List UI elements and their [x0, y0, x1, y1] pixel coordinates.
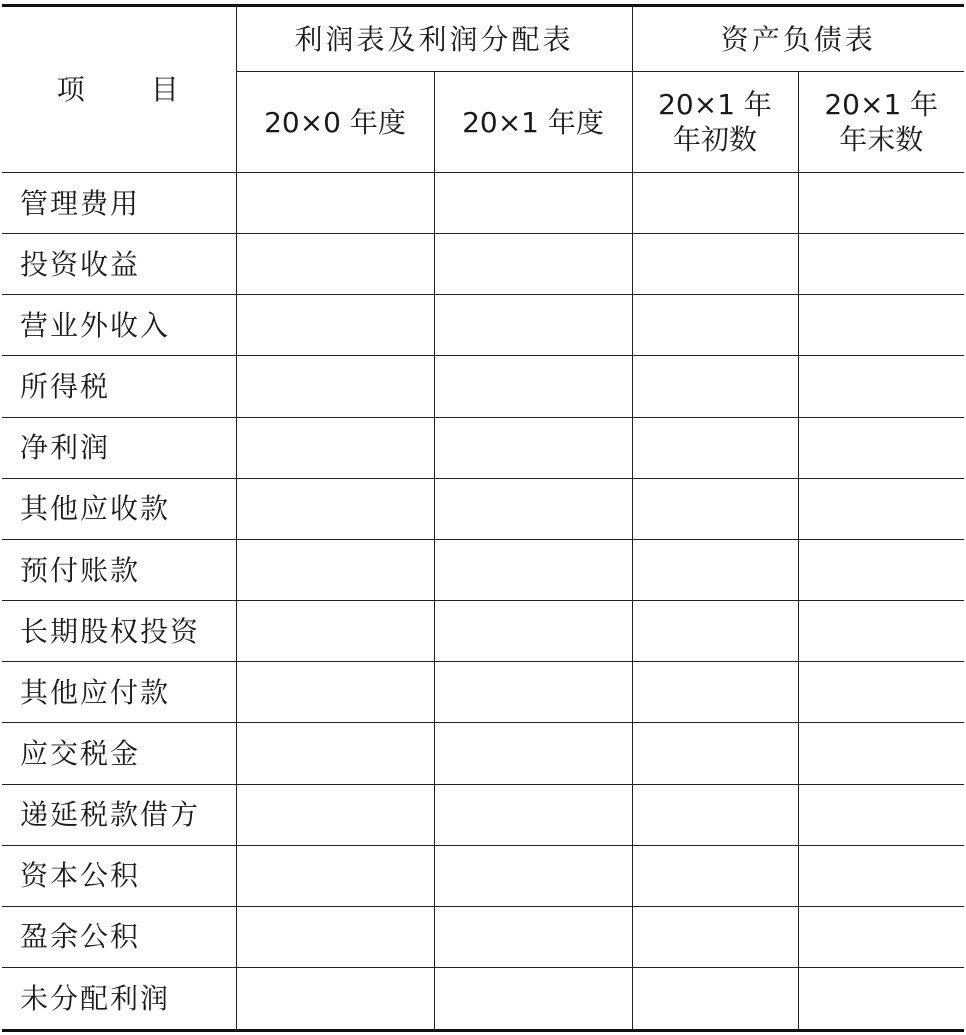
table-cell: [798, 478, 964, 539]
row-label: 长期股权投资: [2, 601, 236, 662]
row-label: 净利润: [2, 417, 236, 478]
row-label: 预付账款: [2, 539, 236, 600]
table-row: [2, 356, 964, 417]
table-cell: [236, 662, 434, 723]
table-cell: [236, 295, 434, 356]
table-row: [2, 968, 964, 1031]
table-cell: [434, 601, 632, 662]
row-label: 其他应付款: [2, 662, 236, 723]
row-label: 未分配利润: [2, 968, 236, 1031]
column-header-line1: 20×0 年度: [264, 105, 406, 139]
column-header-line2: 年末数: [839, 123, 924, 156]
column-header: [236, 72, 434, 173]
table-cell: [434, 478, 632, 539]
column-header-line1: 20×1 年: [824, 88, 939, 121]
item-header-left: 项: [56, 73, 87, 106]
table-cell: [798, 723, 964, 784]
table-cell: [434, 784, 632, 845]
table-cell: [434, 356, 632, 417]
table-cell: [236, 784, 434, 845]
data-table: [2, 4, 964, 1032]
table-cell: [798, 845, 964, 906]
table-cell: [236, 417, 434, 478]
column-header: [798, 72, 964, 173]
table-cell: [236, 234, 434, 295]
table-row: [2, 845, 964, 906]
table-row: [2, 173, 964, 234]
table-cell: [798, 417, 964, 478]
table-cell: [632, 784, 798, 845]
row-label: 管理费用: [2, 173, 236, 234]
table-cell: [236, 173, 434, 234]
table-cell: [434, 234, 632, 295]
table-cell: [632, 723, 798, 784]
table-cell: [798, 173, 964, 234]
table-row: [2, 784, 964, 845]
table-cell: [632, 478, 798, 539]
table-cell: [632, 539, 798, 600]
group-header-balance-sheet: 资产负债表: [632, 6, 964, 72]
table-row: [2, 295, 964, 356]
table-cell: [236, 478, 434, 539]
table-row: [2, 906, 964, 967]
table-cell: [632, 356, 798, 417]
table-row: [2, 723, 964, 784]
table-cell: [236, 723, 434, 784]
table-cell: [632, 173, 798, 234]
table-cell: [434, 295, 632, 356]
table-cell: [632, 968, 798, 1031]
row-label: 递延税款借方: [2, 784, 236, 845]
item-column-header: [2, 6, 236, 173]
column-header-line1: 20×1 年: [658, 88, 772, 121]
row-label: 其他应收款: [2, 478, 236, 539]
table-cell: [236, 539, 434, 600]
table-cell: [236, 601, 434, 662]
group-header-income-statement: 利润表及利润分配表: [236, 6, 632, 72]
table-cell: [798, 662, 964, 723]
worksheet: [2, 4, 964, 1032]
row-label: 应交税金: [2, 723, 236, 784]
table-cell: [434, 539, 632, 600]
table-cell: [236, 968, 434, 1031]
table-cell: [632, 601, 798, 662]
row-label: 盈余公积: [2, 906, 236, 967]
table-row: [2, 662, 964, 723]
table-cell: [632, 845, 798, 906]
table-cell: [798, 356, 964, 417]
table-cell: [434, 906, 632, 967]
table-cell: [632, 295, 798, 356]
table-cell: [632, 417, 798, 478]
table-row: [2, 601, 964, 662]
table-cell: [798, 906, 964, 967]
table-cell: [632, 662, 798, 723]
table-cell: [434, 845, 632, 906]
table-cell: [434, 417, 632, 478]
table-cell: [434, 968, 632, 1031]
column-header: [632, 72, 798, 173]
row-label: 资本公积: [2, 845, 236, 906]
table-row: [2, 417, 964, 478]
table-cell: [434, 662, 632, 723]
table-cell: [236, 906, 434, 967]
table-cell: [236, 845, 434, 906]
table-cell: [798, 295, 964, 356]
column-header-line1: 20×1 年度: [462, 105, 604, 139]
table-cell: [434, 173, 632, 234]
table-cell: [798, 539, 964, 600]
table-cell: [798, 601, 964, 662]
column-header-line2: 年初数: [673, 123, 758, 156]
header-row-groups: [2, 6, 964, 72]
table-row: [2, 478, 964, 539]
table-cell: [434, 723, 632, 784]
row-label: 所得税: [2, 356, 236, 417]
row-label: 投资收益: [2, 234, 236, 295]
table-row: [2, 234, 964, 295]
item-header-right: 目: [150, 73, 181, 106]
table-cell: [798, 234, 964, 295]
column-header: [434, 72, 632, 173]
table-row: [2, 539, 964, 600]
table-cell: [798, 784, 964, 845]
table-cell: [632, 906, 798, 967]
table-cell: [236, 356, 434, 417]
table-cell: [632, 234, 798, 295]
table-cell: [798, 968, 964, 1031]
row-label: 营业外收入: [2, 295, 236, 356]
